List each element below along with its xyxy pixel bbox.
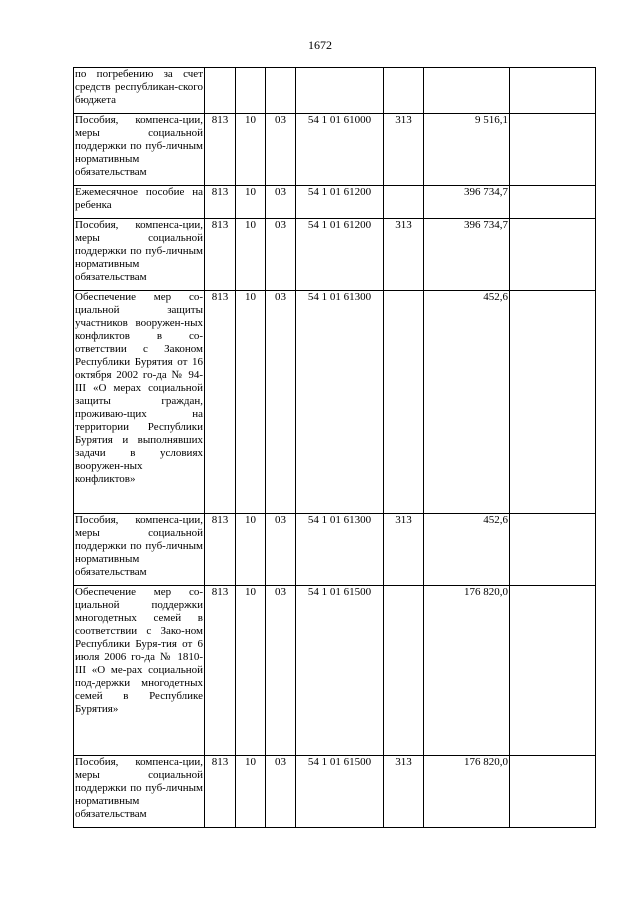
amount-cell: 176 820,0 <box>424 586 510 756</box>
empty-cell <box>510 514 596 586</box>
empty-cell <box>510 219 596 291</box>
section-code-cell: 10 <box>236 291 266 514</box>
page-number: 1672 <box>308 38 332 52</box>
target-article-cell: 54 1 01 61500 <box>296 586 384 756</box>
expense-kind-cell: 313 <box>384 219 424 291</box>
amount-cell: 452,6 <box>424 291 510 514</box>
table-row <box>74 68 596 114</box>
expense-kind-cell: 313 <box>384 514 424 586</box>
row-name-cell: Пособия, компенса-ции, меры социальной поддержки по пуб-личным нормативным обязательствам <box>74 219 205 291</box>
table-row <box>74 756 596 828</box>
empty-cell <box>510 291 596 514</box>
amount-cell: 452,6 <box>424 514 510 586</box>
ministry-code-cell: 813 <box>205 514 236 586</box>
row-name-cell: Пособия, компенса-ции, меры социальной поддержки по пуб-личным нормативным обязательствам <box>74 514 205 586</box>
amount-cell: 396 734,7 <box>424 186 510 219</box>
ministry-code-cell: 813 <box>205 114 236 186</box>
target-article-cell: 54 1 01 61200 <box>296 219 384 291</box>
row-name-cell: Пособия, компенса-ции, меры социальной поддержки по пуб-личным нормативным обязательствам <box>74 114 205 186</box>
section-code-cell: 10 <box>236 586 266 756</box>
subsection-code-cell: 03 <box>266 756 296 828</box>
table-row <box>74 586 596 756</box>
empty-cell <box>510 186 596 219</box>
section-code-cell: 10 <box>236 186 266 219</box>
target-article-cell: 54 1 01 61000 <box>296 114 384 186</box>
section-code-cell <box>236 68 266 114</box>
section-code-cell: 10 <box>236 114 266 186</box>
table-row <box>74 114 596 186</box>
ministry-code-cell: 813 <box>205 291 236 514</box>
empty-cell <box>510 68 596 114</box>
ministry-code-cell: 813 <box>205 219 236 291</box>
row-name-cell: Обеспечение мер со-циальной поддержки многодетных семей в соответствии с Зако-ном Республики Буря-тия от 6 июля 2006 го-да № 1810-III «О ме-рах социальной под-держки многодетных семей в Республике Бурятия» <box>74 586 205 756</box>
expense-kind-cell <box>384 68 424 114</box>
row-name-cell: Ежемесячное пособие на ребенка <box>74 186 205 219</box>
amount-cell: 396 734,7 <box>424 219 510 291</box>
empty-cell <box>510 756 596 828</box>
subsection-code-cell: 03 <box>266 586 296 756</box>
expense-kind-cell: 313 <box>384 114 424 186</box>
target-article-cell: 54 1 01 61300 <box>296 291 384 514</box>
budget-table <box>73 67 596 828</box>
table-row <box>74 291 596 514</box>
table-row <box>74 186 596 219</box>
expense-kind-cell <box>384 586 424 756</box>
expense-kind-cell: 313 <box>384 756 424 828</box>
subsection-code-cell: 03 <box>266 514 296 586</box>
expense-kind-cell <box>384 291 424 514</box>
ministry-code-cell: 813 <box>205 756 236 828</box>
subsection-code-cell <box>266 68 296 114</box>
section-code-cell: 10 <box>236 219 266 291</box>
section-code-cell: 10 <box>236 756 266 828</box>
ministry-code-cell: 813 <box>205 186 236 219</box>
subsection-code-cell: 03 <box>266 186 296 219</box>
table-row <box>74 514 596 586</box>
amount-cell: 176 820,0 <box>424 756 510 828</box>
subsection-code-cell: 03 <box>266 114 296 186</box>
row-name-cell: по погребению за счет средств республикан-ского бюджета <box>74 68 205 114</box>
amount-cell <box>424 68 510 114</box>
target-article-cell: 54 1 01 61200 <box>296 186 384 219</box>
subsection-code-cell: 03 <box>266 219 296 291</box>
table-row <box>74 219 596 291</box>
ministry-code-cell: 813 <box>205 586 236 756</box>
row-name-cell: Пособия, компенса-ции, меры социальной поддержки по пуб-личным нормативным обязательствам <box>74 756 205 828</box>
subsection-code-cell: 03 <box>266 291 296 514</box>
target-article-cell: 54 1 01 61300 <box>296 514 384 586</box>
empty-cell <box>510 586 596 756</box>
empty-cell <box>510 114 596 186</box>
section-code-cell: 10 <box>236 514 266 586</box>
target-article-cell <box>296 68 384 114</box>
row-name-cell: Обеспечение мер со-циальной защиты участников вооружен-ных конфликтов в со-ответствии с Законом Республики Бурятия от 16 октября 2002 го-да № 94-III «О мерах социальной защиты граждан, проживаю-щих на территории Республики Бурятия и выполнявших задачи в условиях вооружен-ных конфликтов» <box>74 291 205 514</box>
ministry-code-cell <box>205 68 236 114</box>
target-article-cell: 54 1 01 61500 <box>296 756 384 828</box>
amount-cell: 9 516,1 <box>424 114 510 186</box>
expense-kind-cell <box>384 186 424 219</box>
